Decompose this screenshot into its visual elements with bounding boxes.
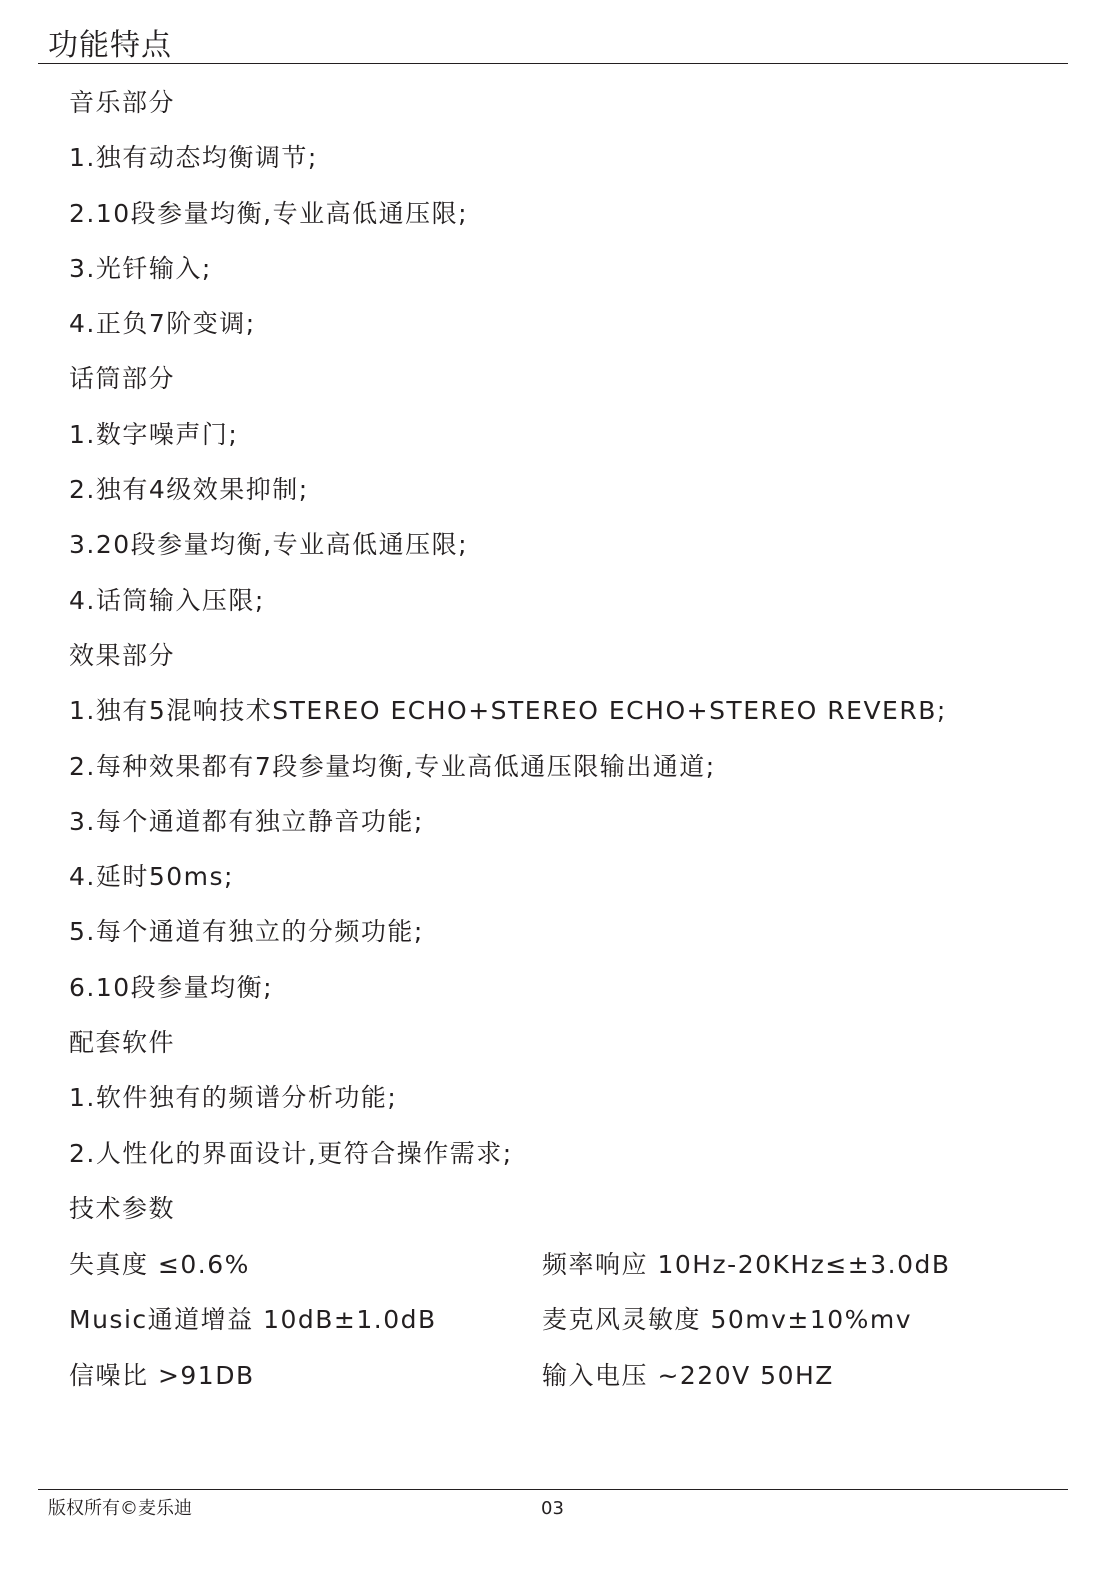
list-item: 2.独有4级效果抑制; — [69, 475, 309, 505]
spec-snr: 信噪比 >91DB — [69, 1360, 255, 1390]
spec-row — [69, 1300, 1069, 1355]
list-item: 6.10段参量均衡; — [69, 972, 274, 1002]
section-heading-effects: 效果部分 — [69, 640, 176, 670]
page-number: 03 — [541, 1498, 564, 1519]
spec-table — [69, 1245, 1069, 1411]
footer-divider — [38, 1489, 1068, 1490]
page-title: 功能特点 — [48, 28, 172, 63]
list-item: 3.每个通道都有独立静音功能; — [69, 806, 424, 836]
spec-mic-sensitivity: 麦克风灵敏度 50mv±10%mv — [542, 1305, 913, 1335]
spec-frequency-response: 频率响应 10Hz-20KHz≤±3.0dB — [542, 1250, 951, 1279]
title-divider — [38, 63, 1068, 64]
spec-distortion: 失真度 ≤0.6% — [69, 1250, 250, 1279]
spec-row — [69, 1245, 1069, 1300]
spec-row — [69, 1356, 1069, 1411]
list-item: 1.独有动态均衡调节; — [69, 143, 318, 173]
list-item: 2.人性化的界面设计,更符合操作需求; — [69, 1138, 513, 1168]
list-item: 1.独有5混响技术STEREO ECHO+STEREO ECHO+STEREO REVERB; — [69, 696, 947, 726]
section-heading-music: 音乐部分 — [69, 88, 176, 117]
list-item: 4.正负7阶变调; — [69, 309, 256, 339]
list-item: 3.20段参量均衡,专业高低通压限; — [69, 530, 469, 560]
list-item: 4.话筒输入压限; — [69, 585, 265, 615]
list-item: 2.10段参量均衡,专业高低通压限; — [69, 198, 469, 228]
section-heading-microphone: 话筒部分 — [69, 364, 176, 394]
footer-copyright: 版权所有©麦乐迪 — [48, 1498, 192, 1519]
section-heading-specs: 技术参数 — [69, 1193, 176, 1223]
list-item: 1.软件独有的频谱分析功能; — [69, 1083, 398, 1113]
spec-input-voltage: 输入电压 ~220V 50HZ — [542, 1360, 834, 1390]
list-item: 5.每个通道有独立的分频功能; — [69, 917, 424, 947]
list-item: 4.延时50ms; — [69, 862, 234, 892]
feature-list — [69, 83, 1069, 1244]
section-heading-software: 配套软件 — [69, 1028, 176, 1058]
list-item: 2.每种效果都有7段参量均衡,专业高低通压限输出通道; — [69, 751, 716, 781]
list-item: 1.数字噪声门; — [69, 419, 239, 449]
spec-music-gain: Music通道增益 10dB±1.0dB — [69, 1305, 437, 1335]
list-item: 3.光钎输入; — [69, 253, 212, 283]
